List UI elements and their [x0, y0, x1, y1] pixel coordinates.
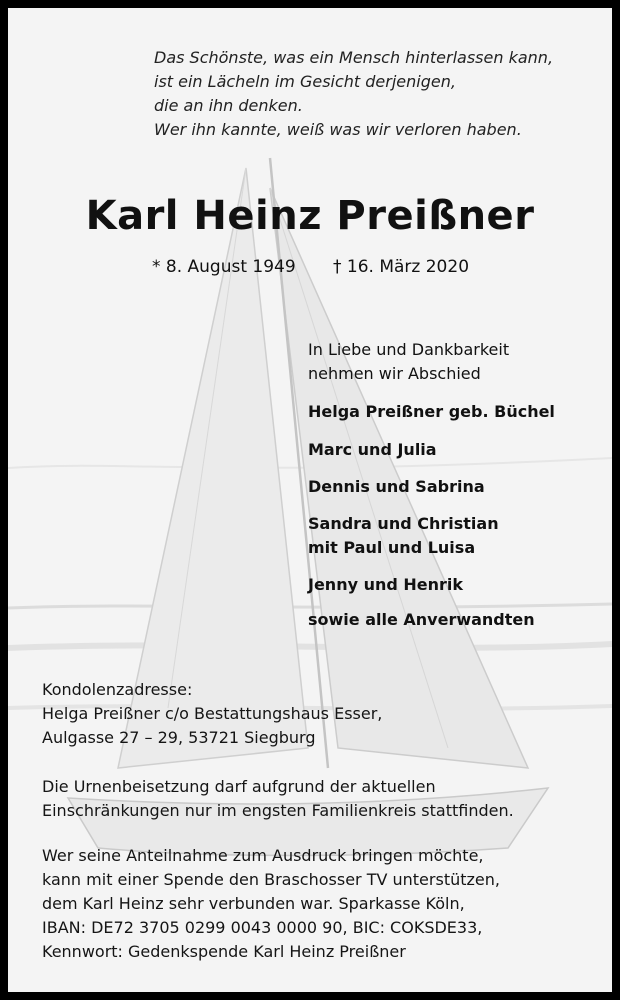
memorial-poem	[154, 46, 604, 142]
donation-line: kann mit einer Spende den Braschosser TV unterstützen,	[42, 870, 500, 889]
birth-date: * 8. August 1949	[152, 257, 296, 277]
poem-line: die an ihn denken.	[154, 96, 303, 115]
farewell-line: nehmen wir Abschied	[308, 364, 481, 383]
family-member: Helga Preißner geb. Büchel	[308, 402, 555, 421]
condolence-address	[42, 678, 382, 750]
donation-info	[42, 844, 500, 964]
farewell-line: In Liebe und Dankbarkeit	[308, 340, 510, 359]
address-line: Helga Preißner c/o Bestattungshaus Esser,	[42, 704, 383, 723]
burial-note-line: Einschränkungen nur im engsten Familienkreis stattfinden.	[42, 801, 514, 820]
donation-line: dem Karl Heinz sehr verbunden war. Sparkasse Köln,	[42, 894, 465, 913]
family-member: Marc und Julia	[308, 440, 437, 459]
family-member: mit Paul und Luisa	[308, 538, 476, 557]
donation-line: Wer seine Anteilnahme zum Ausdruck bringen möchte,	[42, 846, 484, 865]
poem-line: Wer ihn kannte, weiß was wir verloren haben.	[154, 120, 522, 139]
farewell-intro	[308, 338, 509, 386]
family-member: Dennis und Sabrina	[308, 477, 485, 496]
donation-line: IBAN: DE72 3705 0299 0043 0000 90, BIC: COKSDE33,	[42, 918, 483, 937]
obituary-card	[8, 8, 612, 992]
address-line: Aulgasse 27 – 29, 53721 Siegburg	[42, 728, 316, 747]
family-member: Jenny und Henrik	[308, 575, 464, 594]
poem-line: ist ein Lächeln im Gesicht derjenigen,	[154, 72, 456, 91]
deceased-name: Karl Heinz Preißner	[85, 193, 535, 239]
family-member: sowie alle Anverwandten	[308, 610, 535, 629]
family-member: Sandra und Christian	[308, 514, 499, 533]
poem-line: Das Schönste, was ein Mensch hinterlassen kann,	[154, 48, 554, 67]
burial-note-line: Die Urnenbeisetzung darf aufgrund der aktuellen	[42, 777, 436, 796]
burial-note	[42, 775, 514, 823]
death-date: † 16. März 2020	[333, 257, 470, 277]
donation-line: Kennwort: Gedenkspende Karl Heinz Preißner	[42, 942, 406, 961]
address-label: Kondolenzadresse:	[42, 680, 193, 699]
